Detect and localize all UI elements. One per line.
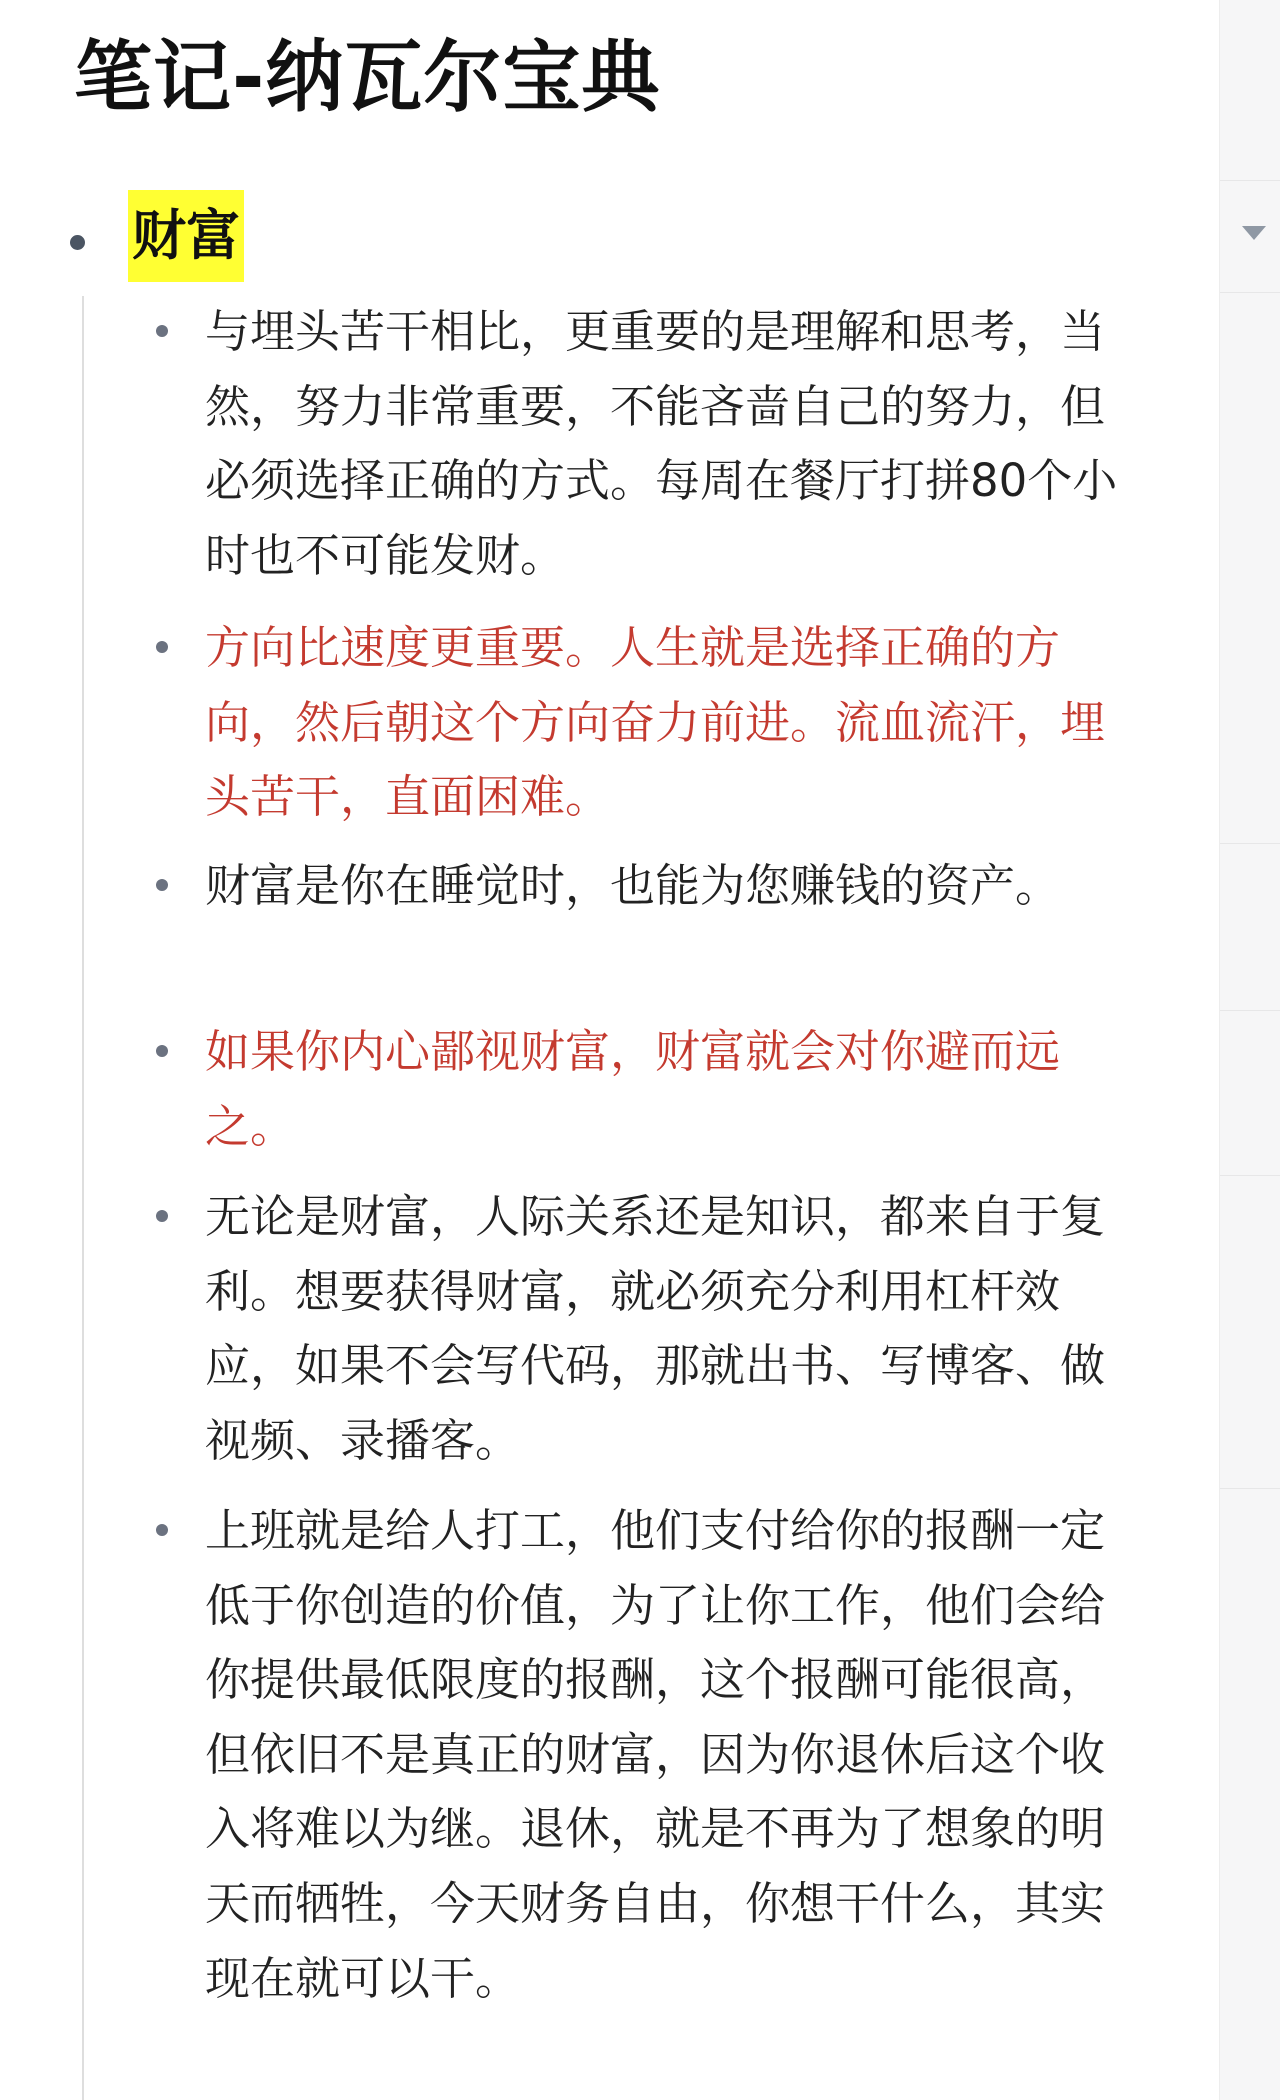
panel-divider (1220, 180, 1280, 181)
page-title: 笔记-纳瓦尔宝典 (74, 33, 661, 123)
list-bullet[interactable] (156, 1210, 168, 1222)
list-item-text: 如果你内心鄙视财富，财富就会对你避而远之。 (205, 1025, 1061, 1153)
list-bullet[interactable] (156, 1045, 168, 1057)
panel-divider (1220, 292, 1280, 293)
list-item[interactable] (205, 611, 1135, 835)
right-side-panel (1219, 0, 1280, 2100)
list-item-text: 上班就是给人打工，他们支付给你的报酬一定低于你创造的价值，为了让你工作，他们会给你提供最低限度的报酬，这个报酬可能很高，但依旧不是真正的财富，因为你退休后这个收入将难以为继。退休，就是不再为了想象的明天而牺牲，今天财务自由，你想干什么，其实现在就可以干。 (205, 1504, 1106, 2005)
list-item-text: 无论是财富，人际关系还是知识，都来自于复利。想要获得财富，就必须充分利用杠杆效应，如果不会写代码，那就出书、写博客、做视频、录播客。 (205, 1190, 1106, 1467)
list-item-text: 财富是你在睡觉时，也能为您赚钱的资产。 (205, 859, 1061, 912)
collapse-triangle-icon[interactable] (1242, 226, 1266, 240)
list-bullet[interactable] (156, 1524, 168, 1536)
panel-divider (1220, 1175, 1280, 1176)
list-item[interactable] (205, 1015, 1135, 1164)
list-item[interactable] (205, 1494, 1135, 2016)
list-bullet[interactable] (156, 325, 168, 337)
list-item[interactable] (205, 849, 1135, 924)
panel-divider (1220, 1010, 1280, 1011)
panel-divider (1220, 843, 1280, 844)
panel-divider (1220, 1488, 1280, 1489)
list-bullet[interactable] (156, 641, 168, 653)
list-item[interactable] (205, 1180, 1135, 1478)
list-item[interactable] (205, 295, 1135, 593)
section-heading[interactable]: 财富 (128, 190, 244, 282)
section-bullet[interactable] (70, 235, 85, 250)
list-bullet[interactable] (156, 879, 168, 891)
list-item-text: 方向比速度更重要。人生就是选择正确的方向，然后朝这个方向奋力前进。流血流汗，埋头苦干，直面困难。 (205, 621, 1106, 824)
outline-guide-line (82, 296, 84, 2100)
list-item-text: 与埋头苦干相比，更重要的是理解和思考，当然，努力非常重要，不能吝啬自己的努力，但必须选择正确的方式。每周在餐厅打拼80个小时也不可能发财。 (205, 305, 1118, 582)
